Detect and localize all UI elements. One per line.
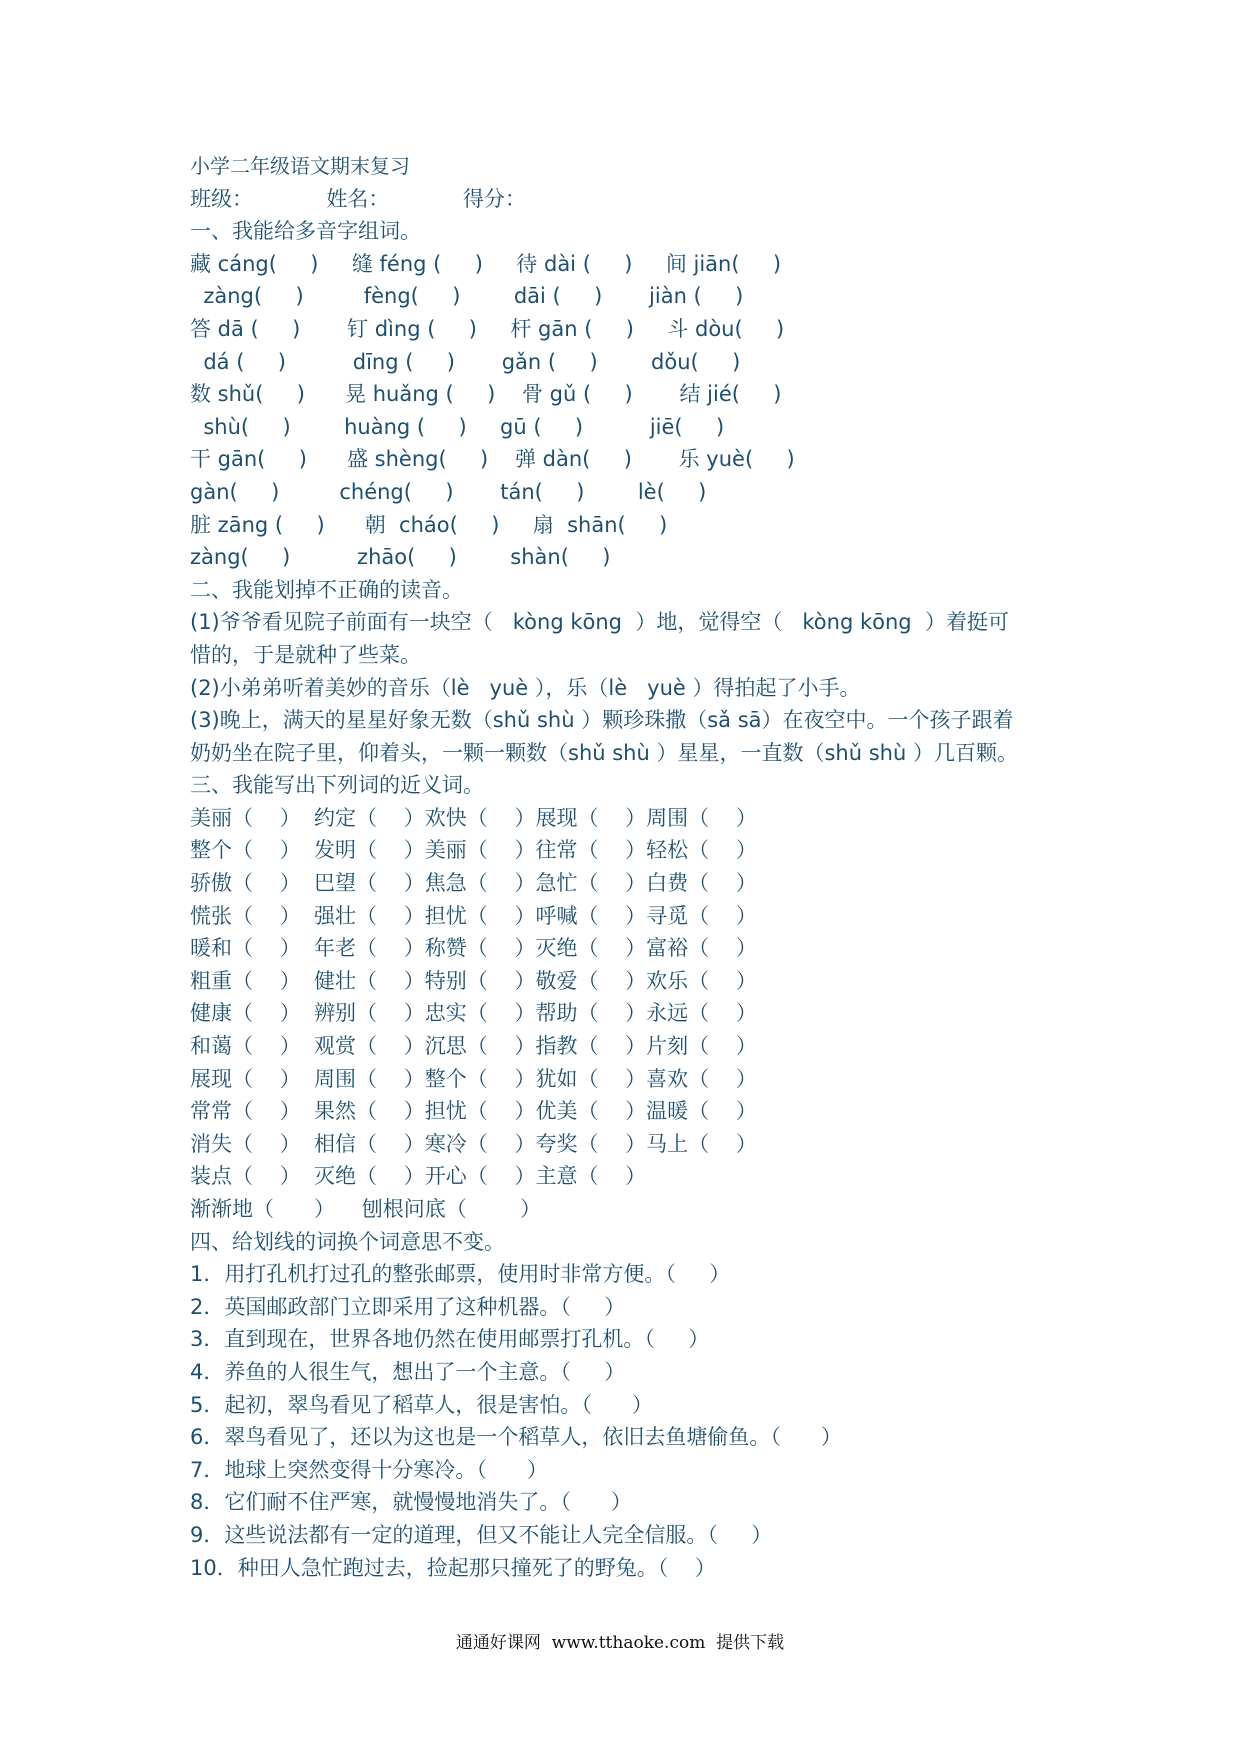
section3-line: 消失（ ） 相信（ ）寒冷（ ）夸奖（ ）马上（ ） — [190, 1131, 757, 1156]
section4-heading: 四、给划线的词换个词意思不变。 — [190, 1229, 505, 1254]
section1-line: dá ( ) dīng ( ) gǎn ( ) dǒu( ) — [190, 349, 741, 374]
section3-line: 美丽（ ） 约定（ ）欢快（ ）展现（ ）周围（ ） — [190, 805, 757, 830]
document-title: 小学二年级语文期末复习 — [190, 154, 410, 178]
section2-line: (3)晚上，满天的星星好象无数（shǔ shù ）颗珍珠撒（sǎ sā）在夜空中。一个孩子跟着 — [190, 708, 1014, 733]
section3-heading: 三、我能写出下列词的近义词。 — [190, 773, 484, 798]
section1-line: 数 shǔ( ) 晃 huǎng ( ) 骨 gǔ ( ) 结 jié( ) — [190, 382, 782, 407]
section2-heading: 二、我能划掉不正确的读音。 — [190, 577, 463, 602]
section3-line: 和蔼（ ） 观赏（ ）沉思（ ）指教（ ）片刻（ ） — [190, 1034, 757, 1059]
section3-body — [190, 802, 1110, 1226]
section3-line: 装点（ ） 灭绝（ ）开心（ ）主意（ ） — [190, 1164, 647, 1189]
section1-line: zàng( ) fèng( ) dāi ( ) jiàn ( ) — [190, 284, 744, 309]
section4-line: 6．翠鸟看见了，还以为这也是一个稻草人，依旧去鱼塘偷鱼。（ ） — [190, 1425, 842, 1450]
section3-line: 整个（ ） 发明（ ）美丽（ ）往常（ ）轻松（ ） — [190, 838, 757, 863]
section4-line: 2．英国邮政部门立即采用了这种机器。（ ） — [190, 1294, 626, 1319]
section4-line: 10．种田人急忙跑过去，捡起那只撞死了的野兔。（ ） — [190, 1555, 716, 1580]
section4-line: 7．地球上突然变得十分寒冷。（ ） — [190, 1457, 548, 1482]
section1-heading: 一、我能给多音字组词。 — [190, 219, 421, 244]
section3-line: 展现（ ） 周围（ ）整个（ ）犹如（ ）喜欢（ ） — [190, 1066, 757, 1091]
section4-line: 9．这些说法都有一定的道理，但又不能让人完全信服。（ ） — [190, 1522, 773, 1547]
section3-line: 骄傲（ ） 巴望（ ）焦急（ ）急忙（ ）白费（ ） — [190, 871, 757, 896]
section3-line: 粗重（ ） 健壮（ ）特别（ ）敬爱（ ）欢乐（ ） — [190, 968, 757, 993]
section2-line: 奶奶坐在院子里，仰着头，一颗一颗数（shǔ shù ）星星，一直数（shǔ shù ）几百颗。 — [190, 740, 1018, 765]
section4-line: 1．用打孔机打过孔的整张邮票，使用时非常方便。（ ） — [190, 1262, 731, 1287]
section1-line: shù( ) huàng ( ) gū ( ) jiē( ) — [190, 414, 725, 439]
section1-line: 脏 zāng ( ) 朝 cháo( ) 扇 shān( ) — [190, 512, 668, 537]
section2-line: 惜的，于是就种了些菜。 — [190, 642, 421, 667]
section3-line: 慌张（ ） 强壮（ ）担忧（ ）呼喊（ ）寻觅（ ） — [190, 903, 757, 928]
section1-line: 答 dā ( ) 钉 dìng ( ) 杆 gān ( ) 斗 dòu( ) — [190, 316, 785, 341]
section4-body — [190, 1258, 1110, 1584]
section3-line: 暖和（ ） 年老（ ）称赞（ ）灭绝（ ）富裕（ ） — [190, 936, 757, 961]
worksheet — [190, 150, 1110, 1584]
section4-line: 3．直到现在，世界各地仍然在使用邮票打孔机。（ ） — [190, 1327, 710, 1352]
section1-line: gàn( ) chéng( ) tán( ) lè( ) — [190, 479, 707, 504]
section4-line: 5．起初，翠鸟看见了稻草人，很是害怕。（ ） — [190, 1392, 653, 1417]
section4-line: 4．养鱼的人很生气，想出了一个主意。（ ） — [190, 1359, 626, 1384]
footer-credit: 通通好课网 www.tthaoke.com 提供下载 — [455, 1633, 785, 1653]
section1-body — [190, 248, 1110, 574]
section1-line: zàng( ) zhāo( ) shàn( ) — [190, 545, 611, 570]
section3-line: 常常（ ） 果然（ ）担忧（ ）优美（ ）温暖（ ） — [190, 1099, 757, 1124]
section3-line: 健康（ ） 辨别（ ）忠实（ ）帮助（ ）永远（ ） — [190, 1001, 757, 1026]
section2-body — [190, 606, 1110, 769]
section1-line: 藏 cáng( ) 缝 féng ( ) 待 dài ( ) 间 jiān( ) — [190, 251, 782, 276]
section3-line: 渐渐地（ ） 刨根问底（ ） — [190, 1197, 542, 1221]
section4-line: 8．它们耐不住严寒，就慢慢地消失了。（ ） — [190, 1490, 632, 1515]
section1-line: 干 gān( ) 盛 shèng( ) 弹 dàn( ) 乐 yuè( ) — [190, 447, 795, 472]
section2-line: (2)小弟弟听着美妙的音乐（lè yuè ），乐（lè yuè ）得拍起了小手。 — [190, 675, 861, 700]
header-fields: 班级： 姓名： 得分： — [190, 186, 526, 211]
section2-line: (1)爷爷看见院子前面有一块空（ kòng kōng ）地，觉得空（ kòng kōng ）着挺可 — [190, 610, 1009, 635]
